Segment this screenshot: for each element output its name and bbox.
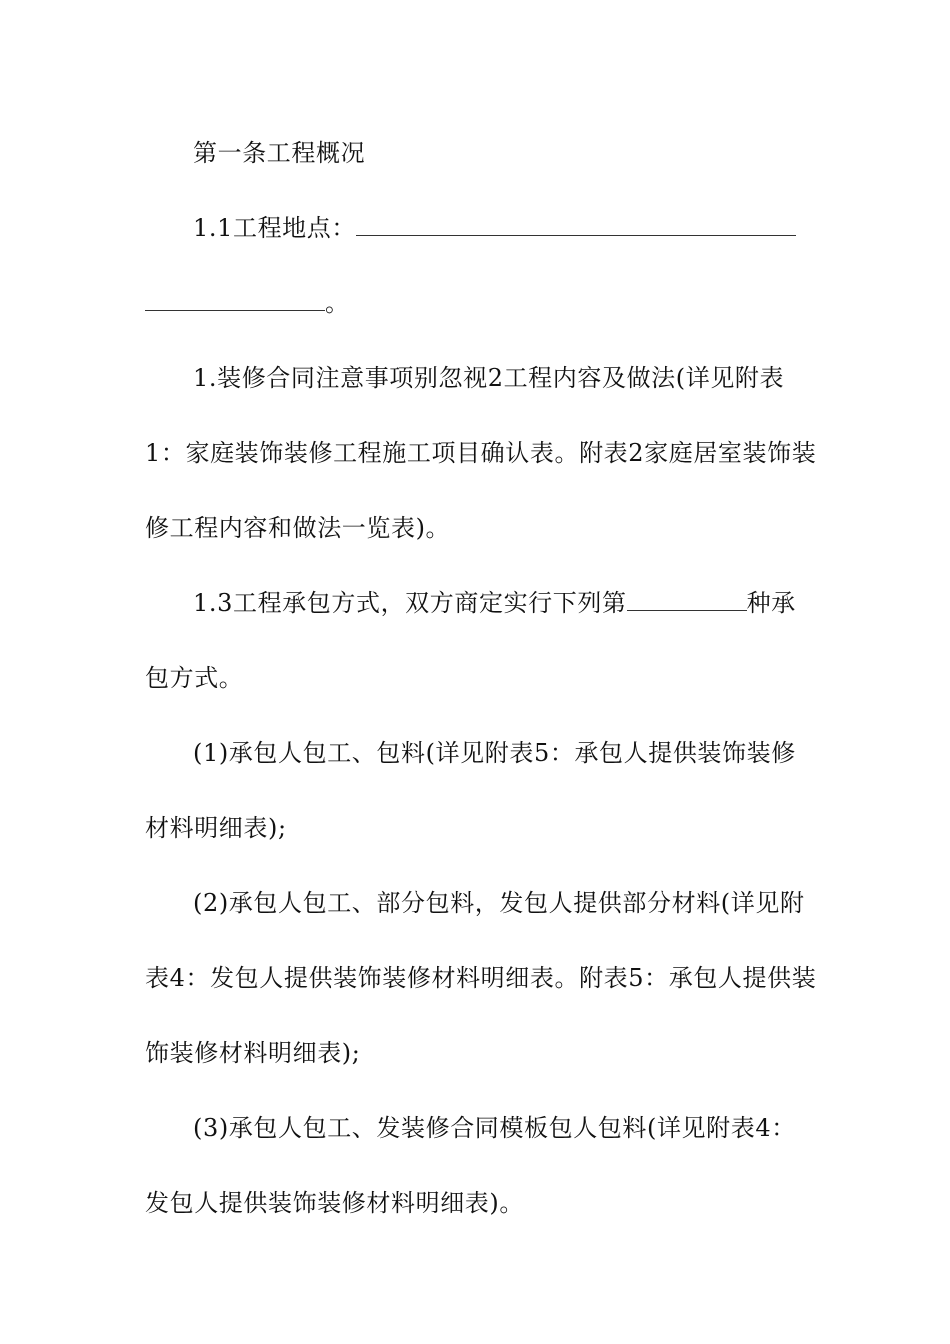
- section-heading: 第一条工程概况: [193, 139, 366, 167]
- item-1-2-line-2: 1：家庭装饰装修工程施工项目确认表。附表2家庭居室装饰装: [145, 439, 817, 467]
- item-1-1-end: 。: [325, 289, 350, 317]
- option-2-line-3: 饰装修材料明细表);: [145, 1039, 361, 1067]
- option-2-line-1: (2)承包人包工、部分包料，发包人提供部分材料(详见附: [193, 889, 805, 917]
- method-number-blank: [627, 609, 747, 611]
- item-1-1-continued: [145, 288, 807, 318]
- item-1-3-text: 1.3工程承包方式，双方商定实行下列第: [193, 589, 627, 617]
- item-1-3-text-end: 种承: [746, 589, 796, 617]
- item-1-3-line-1: [193, 588, 807, 618]
- location-blank-continued: [145, 309, 325, 311]
- option-3-line-1: (3)承包人包工、发装修合同模板包人包料(详见附表4：: [193, 1114, 796, 1142]
- item-1-2-line-3: 修工程内容和做法一览表)。: [145, 514, 451, 542]
- item-1-2-line-1: 1.装修合同注意事项别忽视2工程内容及做法(详见附表: [193, 364, 785, 392]
- option-1-line-1: (1)承包人包工、包料(详见附表5：承包人提供装饰装修: [193, 739, 796, 767]
- location-blank: [356, 234, 796, 236]
- option-3-line-2: 发包人提供装饰装修材料明细表)。: [145, 1189, 524, 1217]
- item-1-1: [193, 213, 807, 243]
- option-2-line-2: 表4：发包人提供装饰装修材料明细表。附表5：承包人提供装: [145, 964, 817, 992]
- option-1-line-2: 材料明细表);: [145, 814, 287, 842]
- item-1-1-label: 1.1工程地点：: [193, 214, 356, 242]
- item-1-3-line-2: 包方式。: [145, 664, 244, 692]
